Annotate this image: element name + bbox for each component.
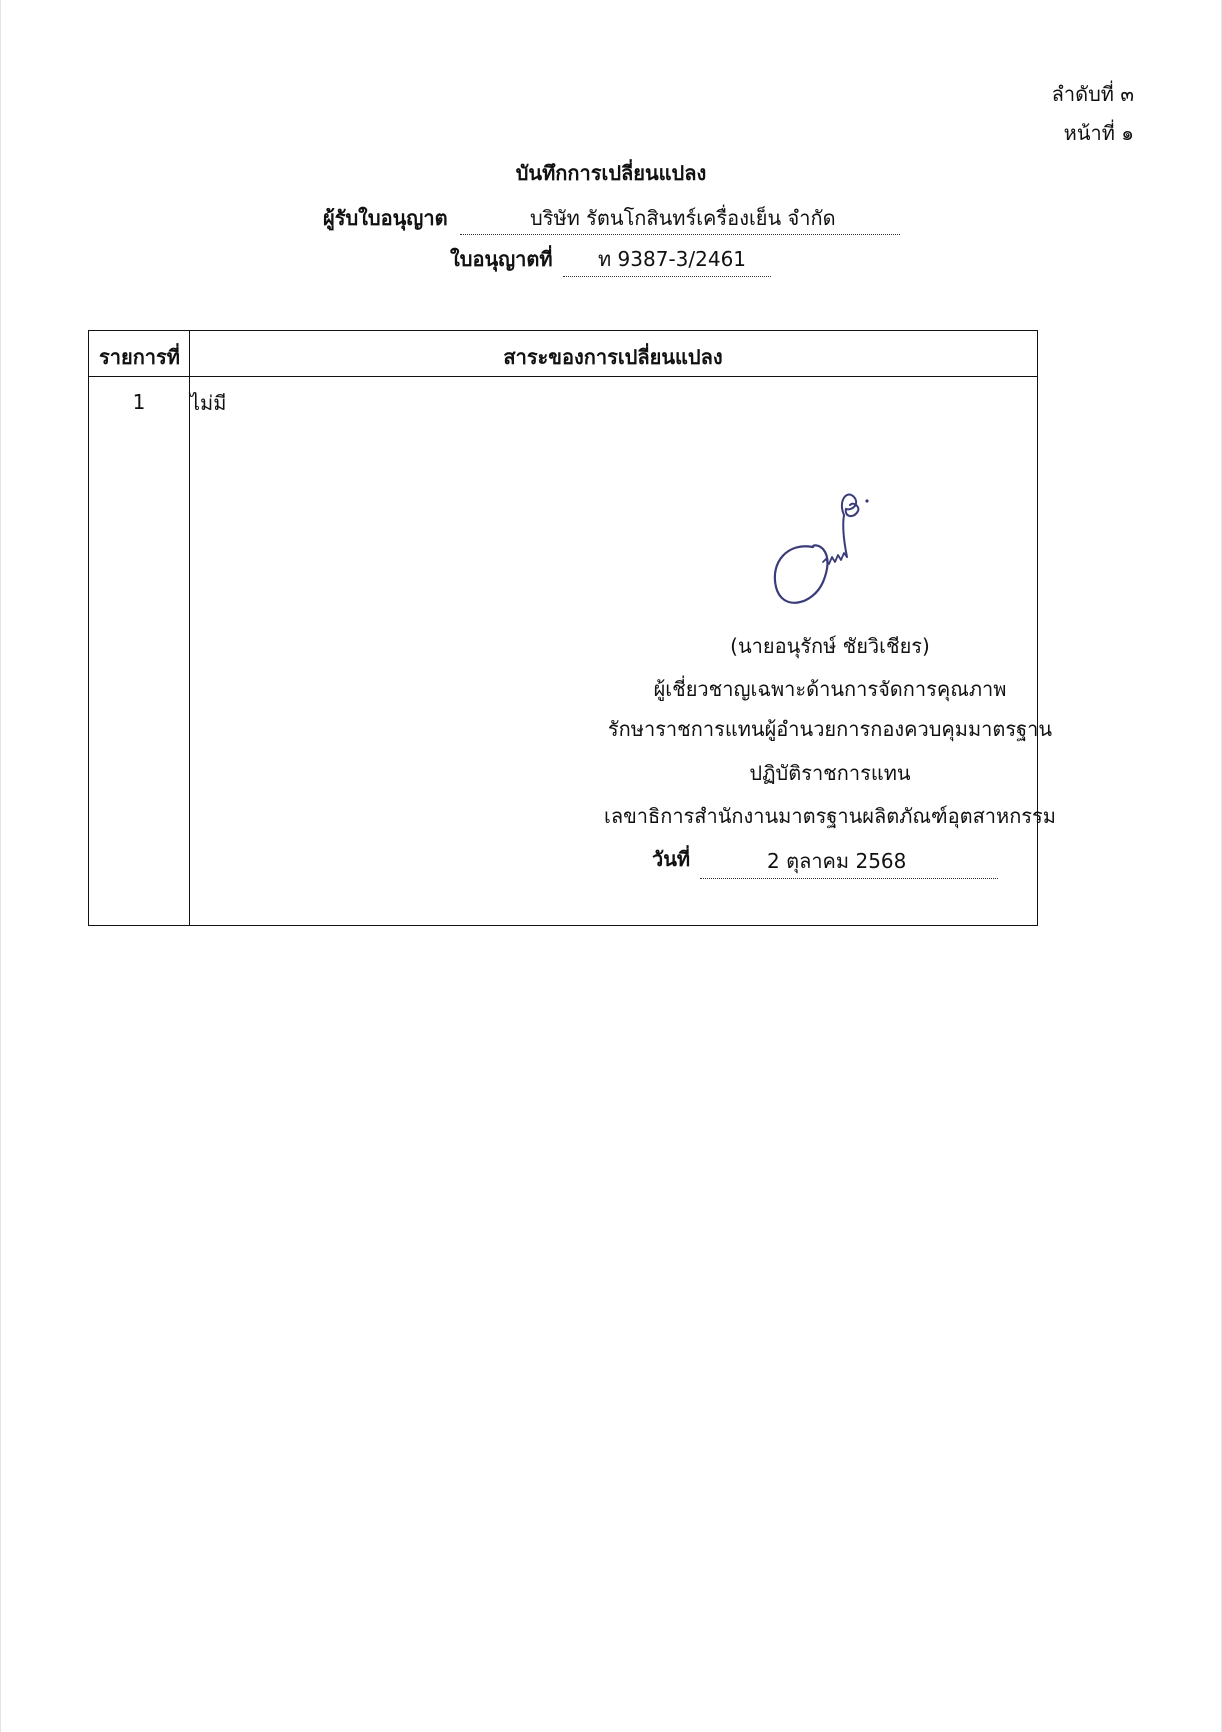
- document-title: บันทึกการเปลี่ยนแปลง: [515, 161, 707, 185]
- table-cell-item-no: 1: [132, 390, 146, 414]
- license-underline: [563, 276, 771, 277]
- signer-position-line4: เลขาธิการสำนักงานมาตรฐานผลิตภัณฑ์อุตสาหกรรม: [604, 804, 1056, 828]
- page-number: หน้าที่ ๑: [1063, 121, 1134, 145]
- table-column-divider: [189, 331, 190, 925]
- licensee-label: ผู้รับใบอนุญาต: [323, 206, 448, 230]
- licensee-underline: [460, 234, 900, 235]
- date-underline: [700, 878, 998, 879]
- page-edge-left: [0, 0, 1, 1732]
- signature-stroke-flourish: [842, 495, 858, 517]
- license-label: ใบอนุญาตที่: [450, 247, 553, 271]
- signature-stroke-loop: [775, 545, 828, 602]
- table-header-divider: [89, 376, 1037, 377]
- signer-position-line1: ผู้เชี่ยวชาญเฉพาะด้านการจัดการคุณภาพ: [653, 677, 1007, 701]
- changes-table: [88, 330, 1038, 926]
- handwritten-signature: [768, 487, 878, 617]
- signer-position-line2: รักษาราชการแทนผู้อำนวยการกองควบคุมมาตรฐาน: [607, 717, 1053, 741]
- signer-name: (นายอนุรักษ์ ชัยวิเชียร): [730, 634, 930, 658]
- signature-dot: [865, 499, 868, 502]
- signature-stroke-stem: [843, 515, 847, 557]
- licensee-value: บริษัท รัตนโกสินทร์เครื่องเย็น จำกัด: [530, 206, 836, 230]
- date-value: 2 ตุลาคม 2568: [767, 849, 907, 873]
- table-header-item-no: รายการที่: [99, 345, 180, 369]
- license-value: ท 9387-3/2461: [598, 247, 747, 271]
- sequence-number: ลำดับที่ ๓: [1051, 82, 1134, 106]
- table-cell-content: ไม่มี: [190, 391, 227, 415]
- signer-position-line3: ปฏิบัติราชการแทน: [749, 761, 911, 785]
- date-label: วันที่: [652, 847, 691, 871]
- table-header-content: สาระของการเปลี่ยนแปลง: [503, 345, 723, 369]
